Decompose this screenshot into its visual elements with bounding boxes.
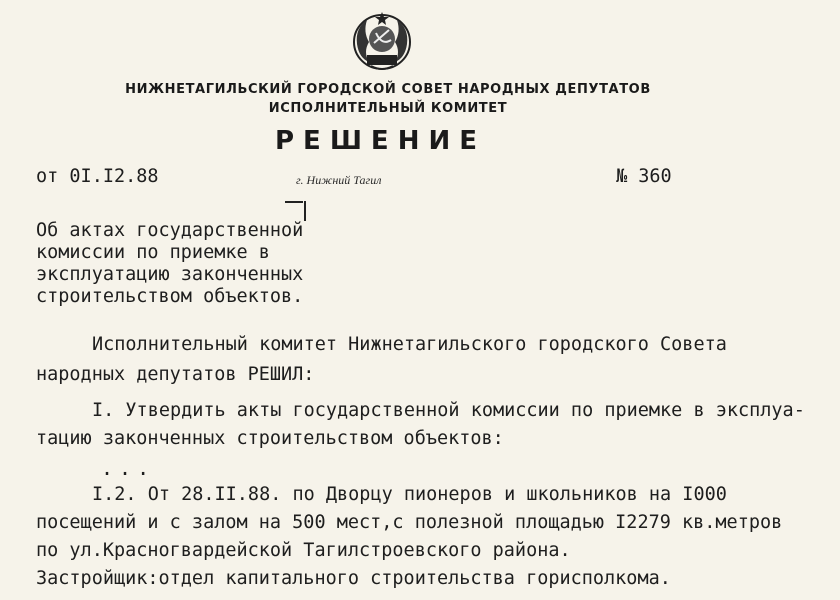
intro-line-1: Исполнительный комитет Нижнетагильского городского Совета	[92, 334, 727, 355]
developer-line: Застройщик:отдел капитального строительства горисполкома.	[36, 568, 671, 589]
ellipsis-mark: ...	[101, 456, 156, 480]
council-name-heading: НИЖНЕТАГИЛЬСКИЙ ГОРОДСКОЙ СОВЕТ НАРОДНЫХ ДЕПУТАТОВ	[125, 82, 651, 97]
subject-block	[36, 220, 303, 308]
executive-committee-heading: ИСПОЛНИТЕЛЬНЫЙ КОМИТЕТ	[268, 101, 508, 116]
city-label: г. Нижний Тагил	[296, 173, 382, 187]
item-1-line-2: тацию законченных строительством объектов:	[36, 428, 504, 449]
subject-bracket-mark	[285, 201, 303, 203]
subject-bracket-mark-vertical	[304, 201, 306, 221]
subject-line: строительством объектов.	[36, 286, 304, 307]
subject-line: эксплуатацию законченных	[36, 264, 304, 285]
subject-line: Об актах государственной	[36, 220, 304, 241]
item-1-2-line-1: I.2. От 28.II.88. по Дворцу пионеров и школьников на I000	[92, 484, 727, 505]
decision-number: № 360	[616, 166, 672, 187]
decision-date: от 0I.I2.88	[36, 166, 159, 187]
item-1-2-line-3: по ул.Красногвардейской Тагилстроевского района.	[36, 540, 571, 561]
intro-line-2: народных депутатов РЕШИЛ:	[36, 364, 315, 385]
subject-line: комиссии по приемке в	[36, 242, 270, 263]
item-1-2-line-2: посещений и с залом на 500 мест,с полезной площадью I2279 кв.метров	[36, 512, 783, 533]
item-1-line-1: I. Утвердить акты государственной комиссии по приемке в эксплуа-	[92, 400, 805, 421]
rsfsr-coat-of-arms-icon	[349, 8, 415, 74]
document-title: РЕШЕНИЕ	[275, 126, 486, 156]
